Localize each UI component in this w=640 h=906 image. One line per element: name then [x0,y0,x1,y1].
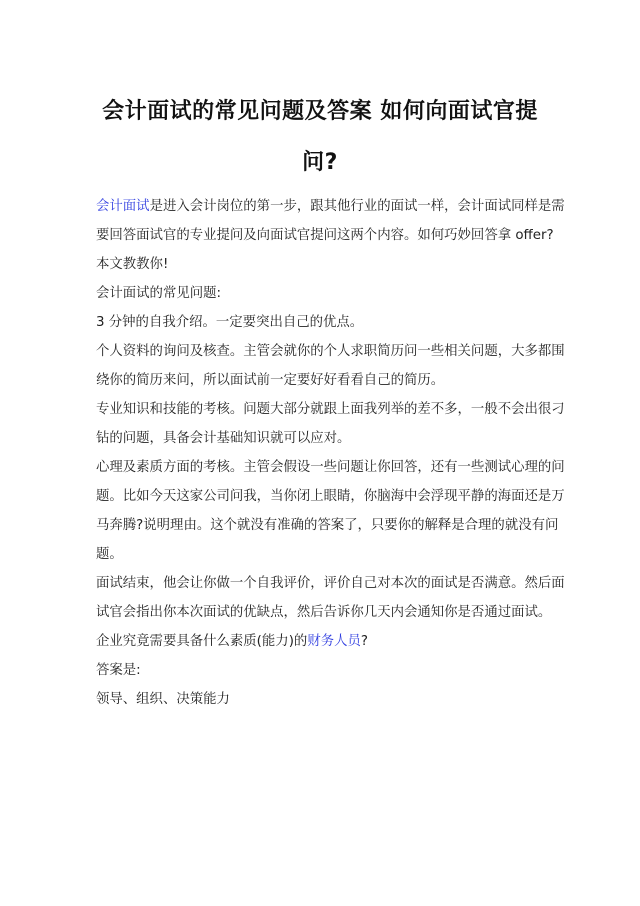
paragraph-psychology-line-1: 心理及素质方面的考核。主管会假设一些问题让你回答，还有一些测试心理的问 [96,460,565,475]
paragraph-answer-first-item: 领导、组织、决策能力 [96,692,230,707]
paragraph-skills-line-1: 专业知识和技能的考核。问题大部分就跟上面我列举的差不多，一般不会出很刁 [96,402,565,417]
paragraph-self-intro: 3 分钟的自我介绍。一定要突出自己的优点。 [96,315,364,330]
paragraph-intro-line-3: 本文教教你! [96,257,169,272]
paragraph-resume-check-line-1: 个人资料的询问及核查。主管会就你的个人求职简历问一些相关问题，大多都围 [96,344,565,359]
paragraph-answer-label: 答案是: [96,663,141,678]
question-text-after: ? [360,634,368,649]
paragraph-intro-line-1 [96,192,565,221]
paragraph-intro-text: 是进入会计岗位的第一步，跟其他行业的面试一样，会计面试同样是需 [149,199,565,214]
question-text-before: 企业究竟需要具备什么素质(能力)的 [96,634,308,649]
accounting-interview-link[interactable]: 会计面试 [96,199,150,214]
paragraph-psychology-line-3: 马奔腾?说明理由。这个就没有准确的答案了，只要你的解释是合理的就没有问 [96,518,559,533]
paragraph-self-evaluation-line-2: 试官会指出你本次面试的优缺点，然后告诉你几天内会通知你是否通过面试。 [96,605,552,620]
article-title-line-1: 会计面试的常见问题及答案 如何向面试官提 [102,99,538,124]
paragraph-psychology-line-4: 题。 [96,547,123,562]
paragraph-skills-line-2: 钻的问题，具备会计基础知识就可以应对。 [96,431,351,446]
paragraph-resume-check-line-2: 绕你的简历来问，所以面试前一定要好好看看自己的简历。 [96,373,445,388]
article-body [96,192,565,714]
paragraph-question-qualities [96,627,548,656]
article-title-line-2: 问? [302,150,338,175]
paragraph-intro-line-2: 要回答面试官的专业提问及向面试官提问这两个内容。如何巧妙回答拿 offer? [96,228,554,243]
finance-staff-link[interactable]: 财务人员 [307,634,361,649]
paragraph-self-evaluation-line-1: 面试结束，他会让你做一个自我评价，评价自己对本次的面试是否满意。然后面 [96,576,565,591]
section-heading-common-questions: 会计面试的常见问题: [96,286,222,301]
paragraph-psychology-line-2: 题。比如今天这家公司问我，当你闭上眼睛，你脑海中会浮现平静的海面还是万 [96,489,565,504]
